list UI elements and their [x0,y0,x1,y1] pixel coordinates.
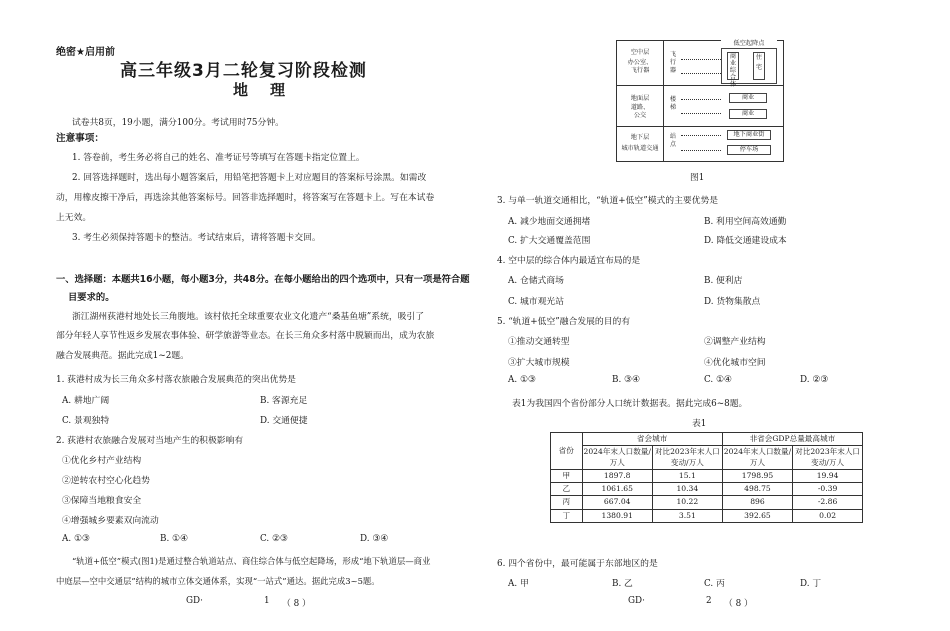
ground-layer-connector: 楼梯 [669,96,677,111]
q2-option-c[interactable]: C. ②③ [260,534,288,544]
q3-option-a[interactable]: A. 减少地面交通拥堵 [508,217,591,227]
q5-statement-2: ②调整产业结构 [704,337,766,347]
notice-3: 3. 考生必须保持答题卡的整洁。考试结束后，请将答题卡交回。 [72,233,321,243]
cell-value: 19.94 [793,469,863,482]
table-row [551,496,863,509]
q1-option-c[interactable]: C. 景观独特 [62,416,110,426]
q5-statement-3: ③扩大城市规模 [508,358,570,368]
figure-1-caption: 图1 [690,173,705,183]
footer-page-right: 2 [706,596,712,606]
th-change: 对比2023年末人口变动/万人 [652,446,722,470]
q4-option-d[interactable]: D. 货物集散点 [704,297,761,307]
q3-option-d[interactable]: D. 降低交通建设成本 [704,236,787,246]
stem-1-2-a: 浙江湖州荻港村地处长三角腹地。该村依托全球重要农业文化遗产“桑基鱼塘”系统，吸引了 [72,312,425,322]
question-1: 1. 荻港村成为长三角众多村落农旅融合发展典范的突出优势是 [56,375,296,385]
cell-value: 10.22 [652,496,722,509]
footer-total-left: （ 8 ） [282,599,311,609]
q5-option-b[interactable]: B. ③④ [612,375,640,385]
cell-value: -0.39 [793,483,863,496]
q4-option-c[interactable]: C. 城市观光站 [508,297,564,307]
q2-statement-4: ④增强城乡要素双向流动 [62,516,159,526]
th-pop-2024: 2024年末人口数量/万人 [582,446,652,470]
q6-option-a[interactable]: A. 甲 [508,579,529,589]
ground-layer-sub2: 公交 [633,112,647,119]
q1-option-a[interactable]: A. 耕地广阔 [62,396,110,406]
q2-statement-3: ③保障当地粮食安全 [62,496,142,506]
air-layer-connector: 飞行器 [669,51,677,74]
underground-layer-sub: 城市轨道交通 [621,145,659,152]
q4-option-b[interactable]: B. 便利店 [704,276,743,286]
footer-total-right: （ 8 ） [724,599,753,609]
stem-3-5-a: “轨道+低空”模式(图1)是通过整合轨道站点、商住综合体与低空起降场，形成“地下轨道层—商业 [72,556,431,566]
q2-statement-1: ①优化乡村产业结构 [62,456,142,466]
q4-option-a[interactable]: A. 仓储式商场 [508,276,564,286]
q1-option-b[interactable]: B. 客源充足 [260,396,308,406]
figure-1-diagram [616,40,784,162]
notice-2a: 2. 回答选择题时，选出每小题答案后，用铅笔把答题卡上对应题目的答案标号涂黑。如需改 [72,173,427,183]
cell-value: 10.34 [652,483,722,496]
stem-3-5-b: 中庭层—空中交通层”结构的城市立体交通体系，实现“一站式”通达。据此完成3~5题。 [56,576,380,586]
q2-statement-2: ②逆转农村空心化趋势 [62,476,150,486]
th-pop-2024b: 2024年末人口数量/万人 [722,446,792,470]
footer-page-left: 1 [264,596,270,606]
cell-value: -2.86 [793,496,863,509]
table-1 [550,432,863,523]
exam-info: 试卷共8页，19小题，满分100分。考试用时75分钟。 [72,118,284,128]
th-gdp-city: 非省会GDP总量最高城市 [722,433,862,446]
air-layer-label: 空中层 [630,49,650,56]
cell-value: 3.51 [652,509,722,522]
th-changeb: 对比2023年末人口变动/万人 [793,446,863,470]
q2-option-d[interactable]: D. ③④ [360,534,389,544]
q5-option-a[interactable]: A. ①③ [508,375,536,385]
ground-layer-sub: 道路、 [630,104,650,111]
stem-6-8: 表1为我国四个省份部分人口统计数据表。据此完成6~8题。 [512,399,748,409]
table-row [551,469,863,482]
cell-value: 15.1 [652,469,722,482]
th-capital: 省会城市 [582,433,722,446]
cell-value: 498.75 [722,483,792,496]
footer-code-left: GD· [186,596,203,606]
section-1-heading-b: 目要求的。 [68,292,115,303]
residence-box: 住宅 [753,52,765,80]
q2-option-b[interactable]: B. ①④ [160,534,188,544]
q6-option-d[interactable]: D. 丁 [800,579,822,589]
section-1-heading-a: 一、选择题：本题共16小题，每小题3分，共48分。在每小题给出的四个选项中，只有一项是符合题 [56,274,470,285]
cell-value: 1798.95 [722,469,792,482]
stem-1-2-c: 融合发展典范。据此完成1~2题。 [56,351,189,361]
secret-mark: 绝密★启用前 [56,47,115,58]
cell-value: 1897.8 [582,469,652,482]
q5-option-c[interactable]: C. ①④ [704,375,732,385]
question-5: 5. “轨道+低空”融合发展的目的有 [497,317,631,327]
q6-option-b[interactable]: B. 乙 [612,579,633,589]
cell-value: 1061.65 [582,483,652,496]
parking-box: 停车场 [727,145,771,155]
cell-province: 乙 [551,483,583,496]
cell-value: 667.04 [582,496,652,509]
q6-option-c[interactable]: C. 丙 [704,579,725,589]
q5-statement-4: ④优化城市空间 [704,358,766,368]
q2-option-a[interactable]: A. ①③ [62,534,90,544]
cell-province: 丙 [551,496,583,509]
underground-layer-label: 地下层 [630,134,650,141]
air-layer-sub: 办公室、 [627,59,653,66]
exam-title: 高三年级3月二轮复习阶段检测 [120,61,367,81]
q3-option-c[interactable]: C. 扩大交通覆盖范围 [508,236,591,246]
question-4: 4. 空中层的综合体内最适宜布局的是 [497,256,641,266]
th-province: 省份 [551,433,583,470]
subject-title: 地理 [233,81,308,99]
air-layer-sub2: 飞行器 [630,67,650,74]
commerce-box-1: 商业 [729,93,767,103]
table-1-caption: 表1 [692,419,707,429]
underground-layer-connector: 站点 [669,133,677,148]
cell-value: 0.02 [793,509,863,522]
question-2: 2. 荻港村农旅融合发展对当地产生的积极影响有 [56,436,244,446]
footer-code-right: GD· [628,596,645,606]
cell-value: 392.65 [722,509,792,522]
commercial-complex-box: 商业综合体 [727,52,739,80]
cell-province: 丁 [551,509,583,522]
notice-2c: 上无效。 [56,213,92,223]
q5-option-d[interactable]: D. ②③ [800,375,829,385]
q5-statement-1: ①推动交通转型 [508,337,570,347]
notice-1: 1. 答卷前，考生务必将自己的姓名、准考证号等填写在答题卡指定位置上。 [72,153,365,163]
cell-value: 1380.91 [582,509,652,522]
question-3: 3. 与单一轨道交通相比，“轨道+低空”模式的主要优势是 [497,196,719,206]
cell-province: 甲 [551,469,583,482]
q3-option-b[interactable]: B. 利用空间高效通勤 [704,217,787,227]
notice-2b: 动，用橡皮擦干净后，再选涂其他答案标号。回答非选择题时，将答案写在答题卡上。写在本试卷 [56,193,435,203]
commerce-box-2: 商业 [729,109,767,119]
q1-option-d[interactable]: D. 交通便捷 [260,416,308,426]
cell-value: 896 [722,496,792,509]
table-row [551,509,863,522]
underground-street-box: 地下商业街 [727,130,771,140]
table-row [551,483,863,496]
stem-1-2-b: 部分年轻人享节性返乡发展农事体验、研学旅游等业态。在长三角众多村落中脱颖而出，成为农旅 [56,331,435,341]
question-6: 6. 四个省份中，最可能属于东部地区的是 [497,559,658,569]
landing-point-label: 低空起降点 [721,40,777,48]
notice-heading: 注意事项： [56,133,104,144]
ground-layer-label: 地面层 [630,95,650,102]
